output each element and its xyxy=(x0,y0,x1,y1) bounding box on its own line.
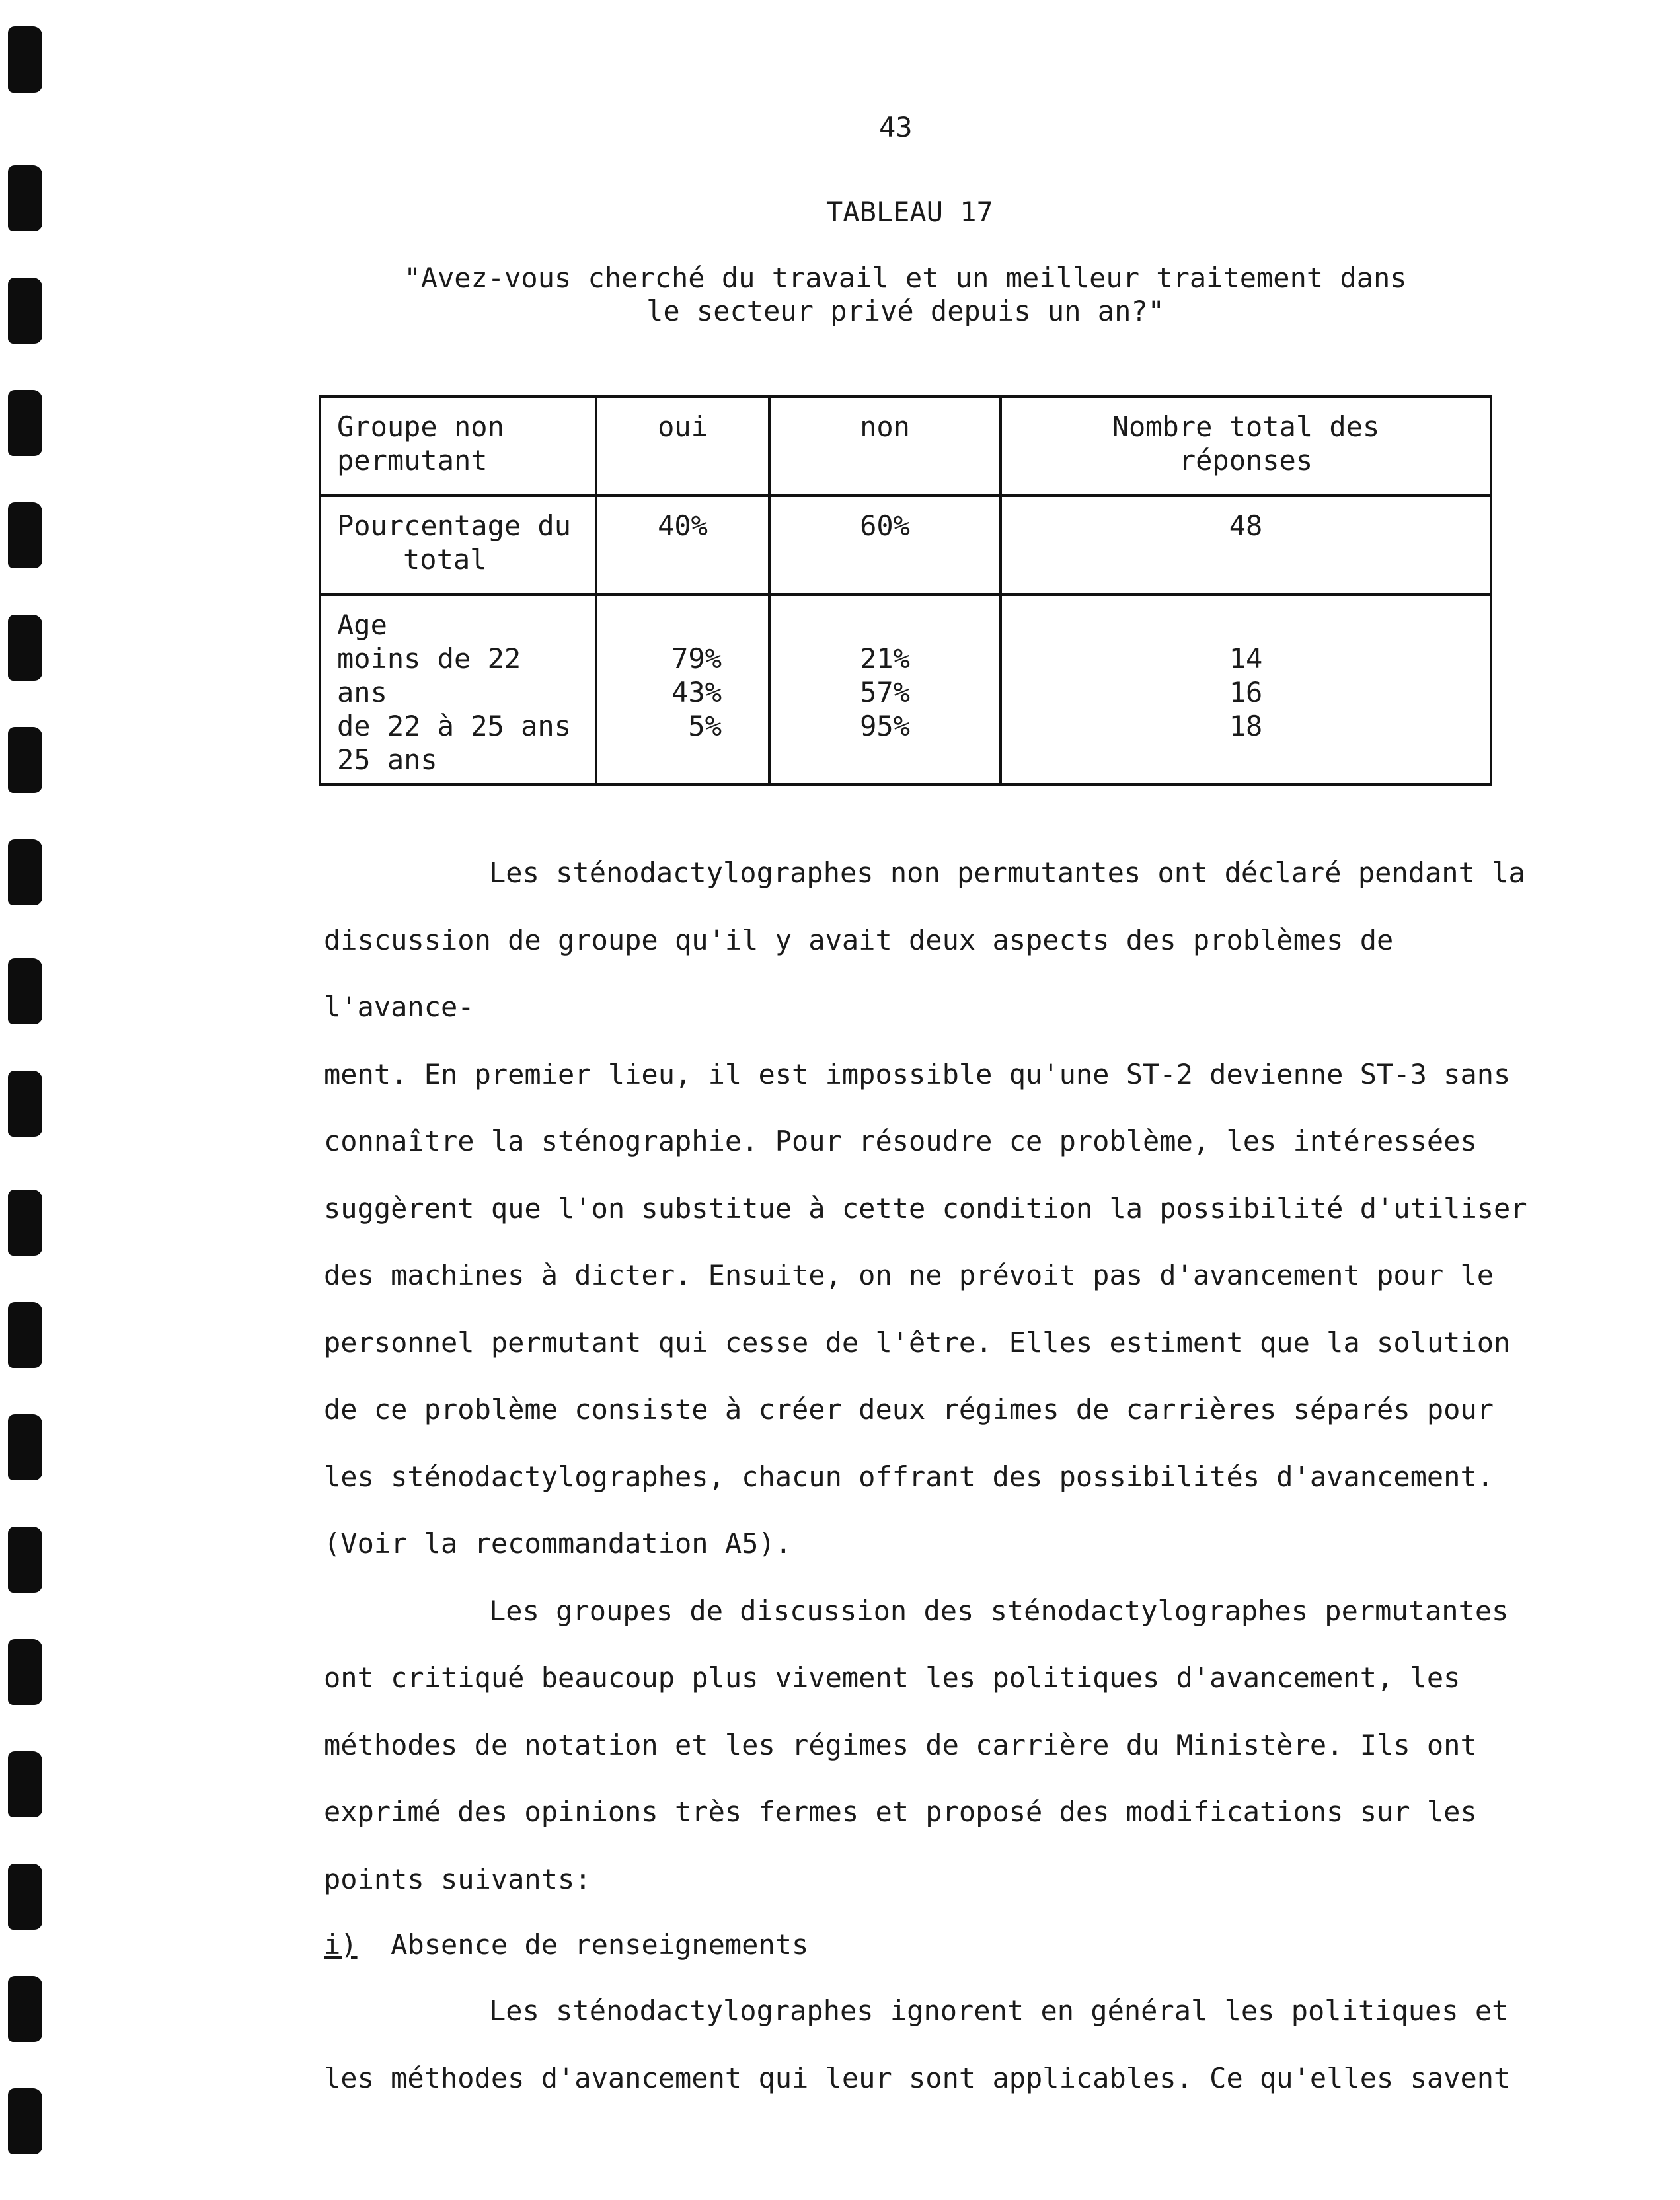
p1-line: discussion de groupe qu'il y avait deux aspects des problèmes de l'avance- xyxy=(324,923,1394,1023)
binder-hole xyxy=(8,958,42,1024)
survey-table xyxy=(319,395,1492,786)
body-text xyxy=(324,839,1553,2111)
percent-label-line1: Pourcentage du xyxy=(337,510,572,542)
header-total-line2: réponses xyxy=(1178,444,1313,476)
binder-hole xyxy=(8,1639,42,1705)
age-total-value: 14 xyxy=(1229,642,1263,675)
binder-hole xyxy=(8,1071,42,1137)
binder-hole xyxy=(8,502,42,568)
age-labels xyxy=(320,595,596,784)
header-total-line1: Nombre total des xyxy=(1112,410,1380,443)
binder-hole xyxy=(8,278,42,344)
percent-total: 48 xyxy=(1001,496,1491,595)
table-row-percent xyxy=(320,496,1491,595)
binder-hole xyxy=(8,1527,42,1593)
binder-hole xyxy=(8,1302,42,1368)
p1-line: (Voir la recommandation A5). xyxy=(324,1527,792,1560)
p1-line: ment. En premier lieu, il est impossible qu'une ST-2 devienne ST-3 sans xyxy=(324,1057,1511,1090)
p1-line: les sténodactylographes, chacun offrant des possibilités d'avancement. xyxy=(324,1460,1494,1493)
age-row-label: 25 ans xyxy=(337,743,438,776)
table-title: TABLEAU 17 xyxy=(826,196,993,228)
binder-hole xyxy=(8,727,42,793)
percent-non: 60% xyxy=(769,496,1001,595)
binder-hole xyxy=(8,1414,42,1480)
p1-line: Les sténodactylographes non permutantes ont déclaré pendant la xyxy=(489,856,1525,889)
binder-hole xyxy=(8,165,42,231)
binder-hole xyxy=(8,1751,42,1817)
paragraph-3 xyxy=(324,1977,1553,2111)
p2-line: points suivants: xyxy=(324,1862,592,1895)
header-group-line1: Groupe non xyxy=(337,410,504,443)
p1-line: suggèrent que l'on substitue à cette condition la possibilité d'utiliser xyxy=(324,1192,1527,1225)
p1-line: de ce problème consiste à créer deux régimes de carrières séparés pour xyxy=(324,1393,1494,1425)
binder-hole xyxy=(8,839,42,905)
binder-hole xyxy=(8,1976,42,2042)
paragraph-1 xyxy=(324,839,1553,1577)
age-total-value: 18 xyxy=(1229,710,1263,742)
binder-hole xyxy=(8,2088,42,2154)
list-item-title: Absence de renseignements xyxy=(391,1928,809,1961)
age-non-value: 95% xyxy=(860,710,910,742)
age-row-label: de 22 à 25 ans xyxy=(337,710,572,742)
age-non xyxy=(769,595,1001,784)
header-group-line2: permutant xyxy=(337,444,488,476)
page-number: 43 xyxy=(879,111,913,143)
table-header-row xyxy=(320,397,1491,496)
p2-line: exprimé des opinions très fermes et proposé des modifications sur les xyxy=(324,1796,1477,1828)
list-item-number: i) xyxy=(324,1928,358,1961)
header-total xyxy=(1001,397,1491,496)
p2-line: ont critiqué beaucoup plus vivement les politiques d'avancement, les xyxy=(324,1661,1461,1694)
binder-hole xyxy=(8,615,42,681)
age-oui-value: 79% xyxy=(671,642,722,675)
percent-label xyxy=(320,496,596,595)
p3-line: Les sténodactylographes ignorent en général les politiques et xyxy=(489,1994,1509,2027)
age-label: Age xyxy=(337,609,387,641)
p1-line: personnel permutant qui cesse de l'être. Elles estiment que la solution xyxy=(324,1326,1511,1359)
header-oui: oui xyxy=(596,397,769,496)
list-item-heading xyxy=(324,1913,1553,1977)
age-oui-value: 5% xyxy=(688,710,722,742)
age-total xyxy=(1001,595,1491,784)
header-non: non xyxy=(769,397,1001,496)
age-row-label: moins de 22 ans xyxy=(337,642,521,708)
binder-hole xyxy=(8,26,42,93)
age-total-value: 16 xyxy=(1229,676,1263,708)
p1-line: connaître la sténographie. Pour résoudre ce problème, les intéressées xyxy=(324,1125,1477,1157)
binder-hole xyxy=(8,1864,42,1930)
age-non-value: 57% xyxy=(860,676,910,708)
age-non-value: 21% xyxy=(860,642,910,675)
percent-oui: 40% xyxy=(596,496,769,595)
percent-label-line2: total xyxy=(403,543,487,576)
age-oui xyxy=(596,595,769,784)
table-question: "Avez-vous cherché du travail et un meilleur traitement dans le secteur privé depuis un an?" xyxy=(404,262,1407,327)
table-row-age xyxy=(320,595,1491,784)
p1-line: des machines à dicter. Ensuite, on ne prévoit pas d'avancement pour le xyxy=(324,1259,1494,1291)
p2-line: méthodes de notation et les régimes de carrière du Ministère. Ils ont xyxy=(324,1728,1477,1761)
p3-line: les méthodes d'avancement qui leur sont applicables. Ce qu'elles savent xyxy=(324,2061,1511,2094)
p2-line: Les groupes de discussion des sténodactylographes permutantes xyxy=(489,1594,1509,1627)
binder-hole xyxy=(8,390,42,456)
age-oui-value: 43% xyxy=(671,676,722,708)
paragraph-2 xyxy=(324,1577,1553,1913)
header-group xyxy=(320,397,596,496)
binder-hole xyxy=(8,1190,42,1256)
